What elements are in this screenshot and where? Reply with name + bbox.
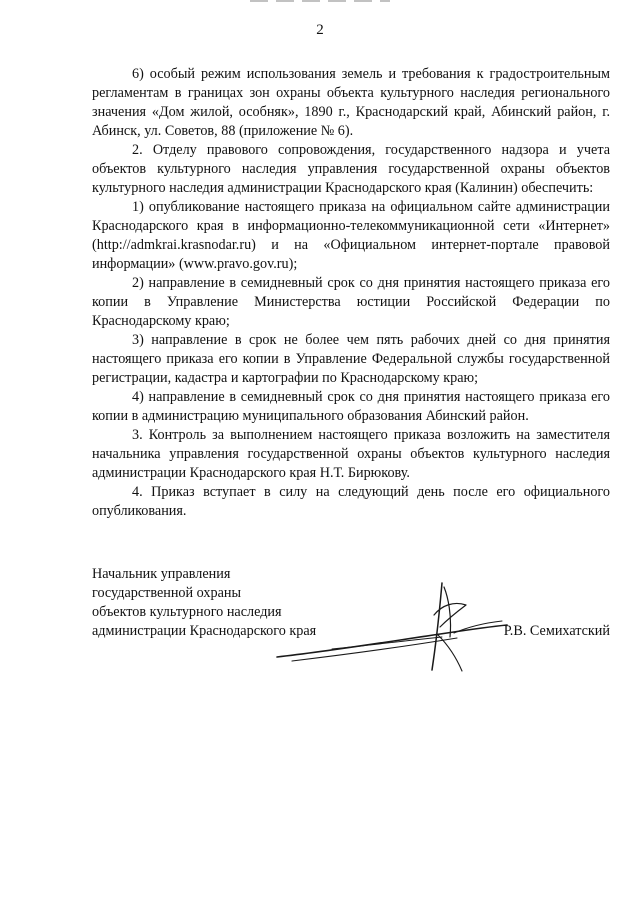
paragraph-item-6: 6) особый режим использования земель и требования к градостроительным регламентам в границах зон охраны объекта культурного наследия регионального значения «Дом жилой, особняк», 1890 г., Краснодарский край, Абинский район, г. Абинск, ул. Советов, 88 (приложение № 6). (92, 66, 610, 139)
paragraph-clause-3: 3. Контроль за выполнением настоящего приказа возложить на заместителя начальника управления государственной охраны объектов культурного наследия администрации Краснодарского края Н.Т. Бирюкову. (92, 427, 610, 481)
paragraph-subitem-2: 2) направление в семидневный срок со дня принятия настоящего приказа его копии в Управление Министерства юстиции Российской Федерации по Краснодарскому краю; (92, 275, 610, 329)
signer-position-line-1: Начальник управления (92, 566, 231, 582)
document-body (92, 65, 610, 521)
paragraph-subitem-1: 1) опубликование настоящего приказа на официальном сайте администрации Краснодарского края в информационно-телекоммуникационной сети «Интернет» (http://admkrai.krasnodar.ru) и на «Официальном интернет-портале правовой информации» (www.pravo.gov.ru); (92, 199, 610, 272)
signer-position-line-3: объектов культурного наследия (92, 604, 282, 620)
paragraph-subitem-4: 4) направление в семидневный срок со дня принятия настоящего приказа его копии в администрацию муниципального образования Абинский район. (92, 389, 610, 424)
page-number: 2 (316, 22, 324, 38)
top-scan-artifact (250, 0, 390, 2)
handwritten-signature (272, 575, 522, 675)
signer-name: Р.В. Семихатский (503, 623, 610, 639)
paragraph-clause-4: 4. Приказ вступает в силу на следующий день после его официального опубликования. (92, 484, 610, 519)
paragraph-clause-2: 2. Отделу правового сопровождения, государственного надзора и учета объектов культурного наследия управления государственной охраны объектов культурного наследия администрации Краснодарского края (Калинин) обеспечить: (92, 142, 610, 196)
signer-position-line-4: администрации Краснодарского края (92, 623, 317, 639)
signer-position-line-2: государственной охраны (92, 585, 242, 601)
paragraph-subitem-3: 3) направление в срок не более чем пять рабочих дней со дня принятия настоящего приказа его копии в Управление Федеральной службы государственной регистрации, кадастра и картографии по Краснодарскому краю; (92, 332, 610, 386)
signature-block (92, 565, 610, 675)
